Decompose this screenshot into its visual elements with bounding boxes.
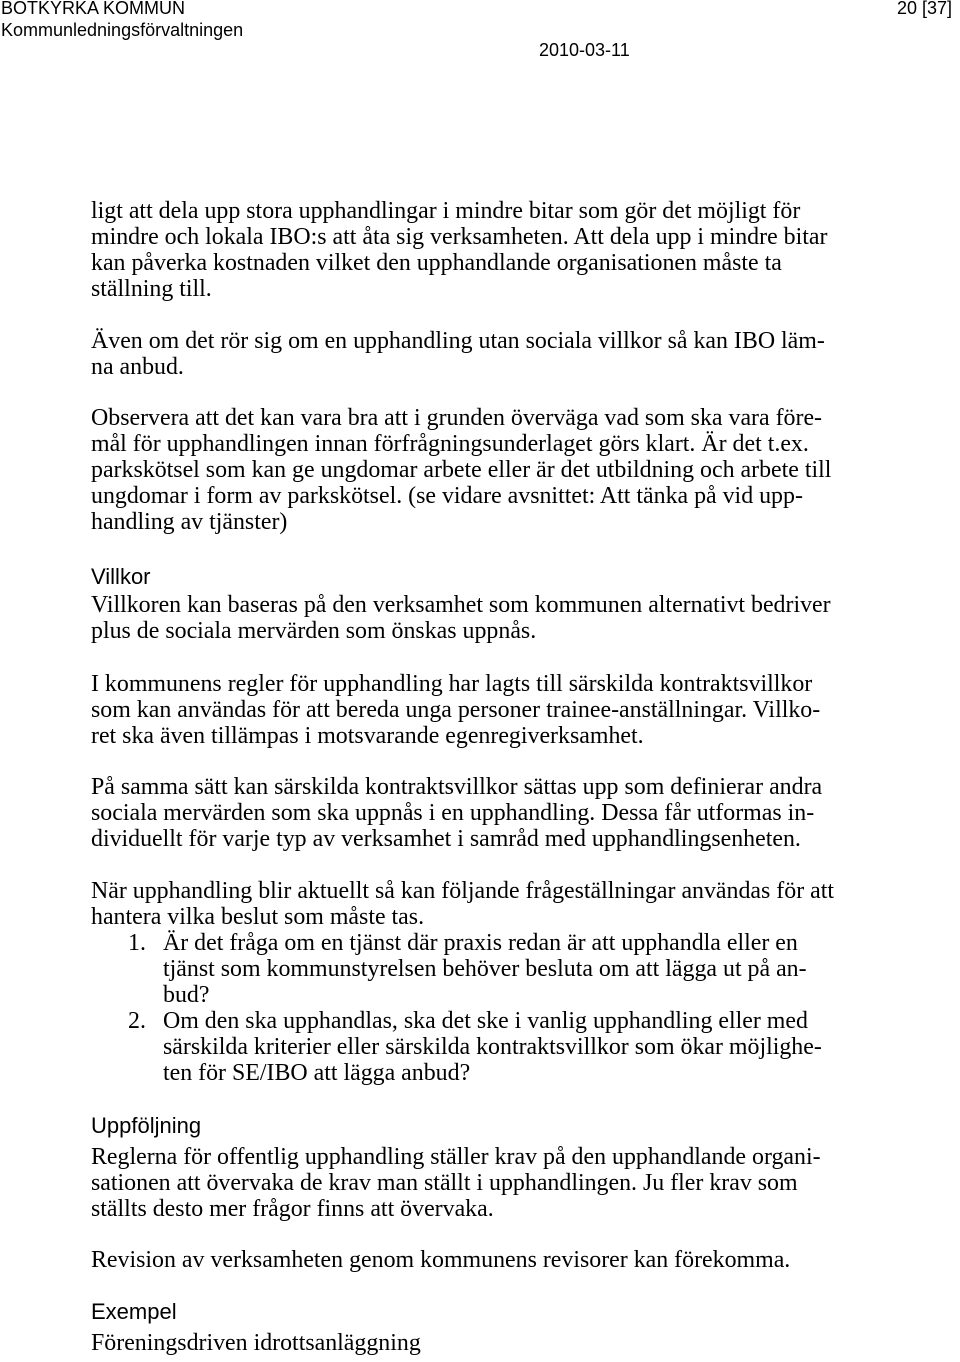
text-line: Reglerna för offentlig upphandling ställer krav på den upphandlande organi- — [91, 1144, 821, 1170]
text-line: hantera vilka beslut som måste tas. — [91, 904, 425, 930]
text-line: I kommunens regler för upphandling har lagts till särskilda kontraktsvillkor — [91, 671, 813, 697]
paragraph — [91, 1247, 790, 1273]
text-line: tjänst som kommunstyrelsen behöver besluta om att lägga ut på an- — [163, 956, 807, 982]
text-line: mål för upphandlingen innan förfrågningsunderlaget görs klart. Är det t.ex. — [91, 431, 809, 457]
text-line: bud? — [163, 982, 210, 1008]
text-line: Observera att det kan vara bra att i grunden överväga vad som ska vara före- — [91, 405, 822, 431]
section-heading-uppfoljning: Uppföljning — [91, 1113, 202, 1138]
paragraph — [91, 878, 834, 930]
list-item-text — [163, 930, 807, 1008]
text-line: handling av tjänster) — [91, 509, 288, 535]
list-item — [128, 1008, 828, 1086]
section-heading-villkor: Villkor — [91, 564, 151, 589]
text-line: särskilda kriterier eller särskilda kontraktsvillkor som ökar möjlighe- — [163, 1034, 822, 1060]
list-item — [128, 930, 828, 1008]
document-date: 2010-03-11 — [539, 40, 630, 60]
text-line: ställning till. — [91, 276, 212, 302]
text-line: ligt att dela upp stora upphandlingar i mindre bitar som gör det möjligt för — [91, 198, 801, 224]
text-line: Revision av verksamheten genom kommunens revisorer kan förekomma. — [91, 1247, 791, 1273]
text-line: På samma sätt kan särskilda kontraktsvillkor sättas upp som definierar andra — [91, 774, 823, 800]
paragraph — [91, 1330, 421, 1356]
organization-name: BOTKYRKA KOMMUN — [1, 0, 186, 18]
text-line: Föreningsdriven idrottsanläggning — [91, 1330, 421, 1356]
text-line: sationen att övervaka de krav man ställt i upphandlingen. Ju fler krav som — [91, 1170, 798, 1196]
list-item-text — [163, 1008, 822, 1086]
text-line: Även om det rör sig om en upphandling utan sociala villkor så kan IBO läm- — [91, 328, 825, 354]
text-line: Om den ska upphandlas, ska det ske i vanlig upphandling eller med — [163, 1008, 808, 1034]
paragraph — [91, 671, 820, 749]
text-line: kan påverka kostnaden vilket den upphandlande organisationen måste ta — [91, 250, 782, 276]
paragraph — [91, 1144, 821, 1222]
page-number: 20 [37] — [896, 0, 952, 18]
paragraph — [91, 328, 825, 380]
text-line: Är det fråga om en tjänst där praxis redan är att upphandla eller en — [163, 930, 798, 956]
department-name: Kommunledningsförvaltningen — [1, 20, 244, 40]
text-line: ställts desto mer frågor finns att övervaka. — [91, 1196, 494, 1222]
text-line: ungdomar i form av parkskötsel. (se vidare avsnittet: Att tänka på vid upp- — [91, 483, 803, 509]
paragraph — [91, 774, 822, 852]
text-line: När upphandling blir aktuellt så kan följande frågeställningar användas för att — [91, 878, 835, 904]
text-line: na anbud. — [91, 354, 184, 380]
text-line: plus de sociala mervärden som önskas uppnås. — [91, 618, 537, 644]
paragraph — [91, 405, 831, 535]
text-line: dividuellt för varje typ av verksamhet i samråd med upphandlingsenheten. — [91, 826, 801, 852]
list-item-number: 2. — [128, 1008, 146, 1034]
text-line: parkskötsel som kan ge ungdomar arbete eller är det utbildning och arbete till — [91, 457, 832, 483]
text-line: Villkoren kan baseras på den verksamhet som kommunen alternativt bedriver — [91, 592, 831, 618]
list-item-number: 1. — [128, 930, 146, 956]
section-heading-exempel: Exempel — [91, 1299, 177, 1324]
text-line: ret ska även tillämpas i motsvarande egenregiverksamhet. — [91, 723, 644, 749]
paragraph — [91, 592, 831, 644]
text-line: som kan användas för att bereda unga personer trainee-anställningar. Villko- — [91, 697, 821, 723]
paragraph — [91, 198, 827, 302]
text-line: ten för SE/IBO att lägga anbud? — [163, 1060, 471, 1086]
text-line: sociala mervärden som ska uppnås i en upphandling. Dessa får utformas in- — [91, 800, 815, 826]
text-line: mindre och lokala IBO:s att åta sig verksamheten. Att dela upp i mindre bitar — [91, 224, 828, 250]
